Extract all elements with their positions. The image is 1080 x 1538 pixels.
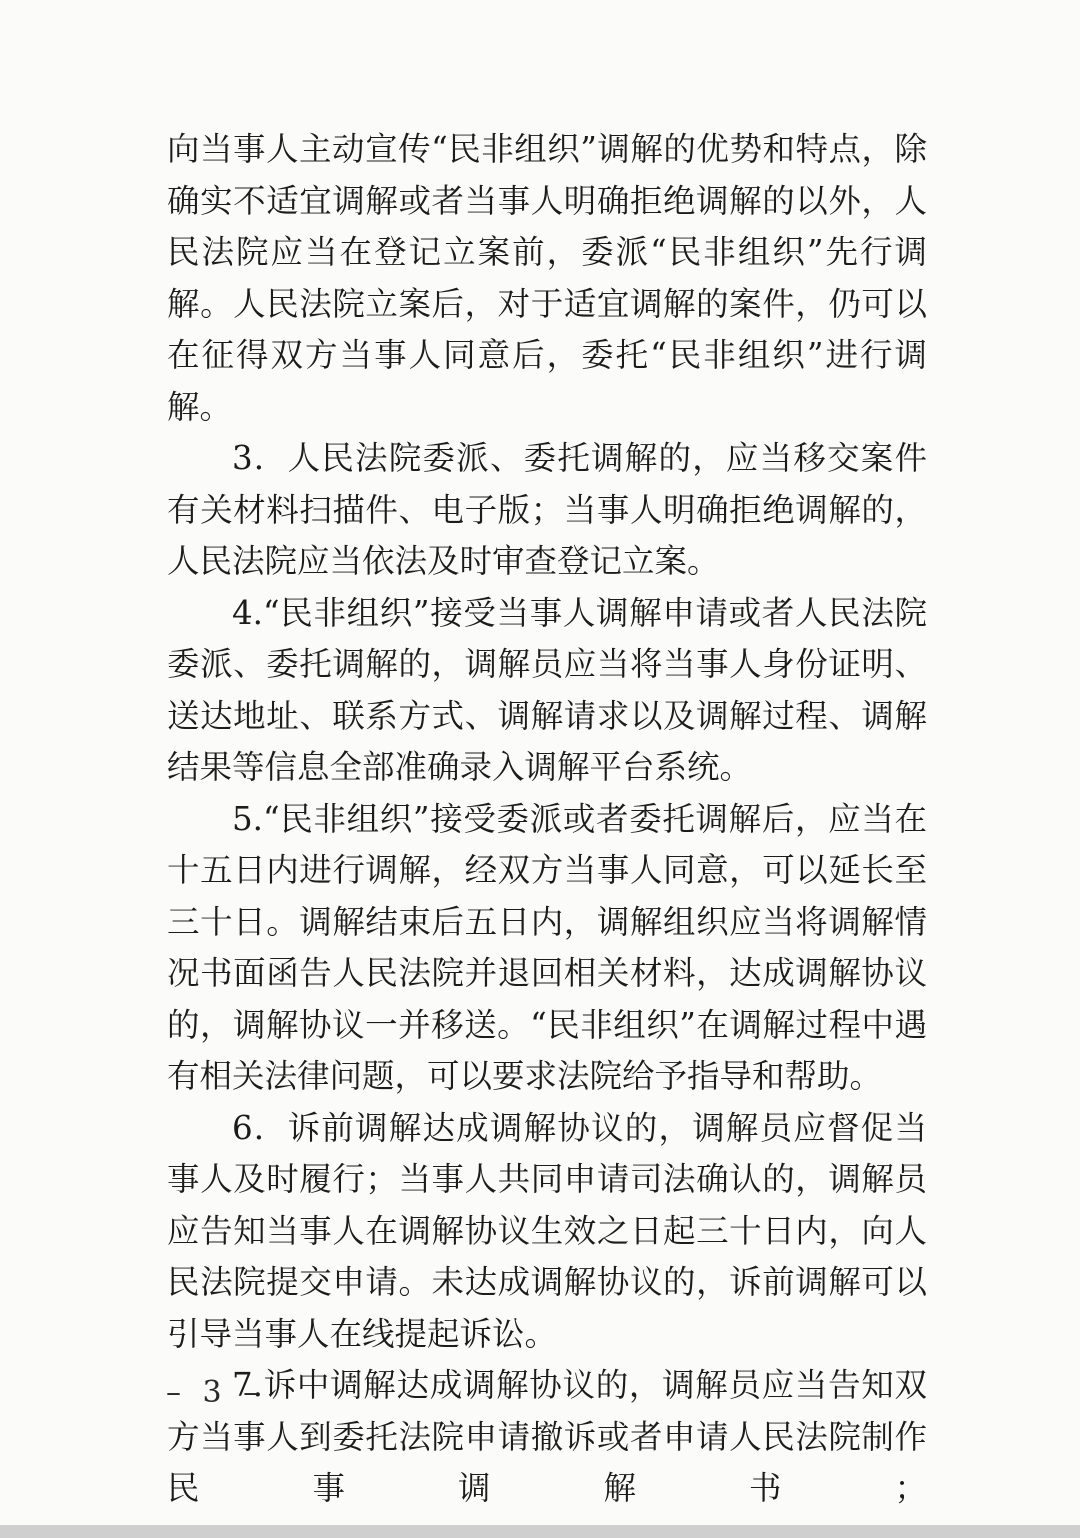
- paragraph-item-6: 6．诉前调解达成调解协议的，调解员应督促当事人及时履行；当事人共同申请司法确认的，调解员应告知当事人在调解协议生效之日起三十日内，向人民法院提交申请。未达成调解协议的，诉前调解可以引导当事人在线提起诉讼。: [167, 1108, 927, 1353]
- paragraph-continuation: 向当事人主动宣传“民非组织”调解的优势和特点，除确实不适宜调解或者当事人明确拒绝调解的以外，人民法院应当在登记立案前，委派“民非组织”先行调解。人民法院立案后，对于适宜调解的案件，仍可以在征得双方当事人同意后，委托“民非组织”进行调解。: [167, 130, 927, 426]
- body-text: [167, 124, 927, 1515]
- page-number: – 3 –: [166, 1375, 265, 1410]
- paragraph-item-7: 7.诉中调解达成调解协议的，调解员应当告知双方当事人到委托法院申请撤诉或者申请人民法院制作民事调解书；: [167, 1366, 927, 1507]
- viewer-bottom-bar: [0, 1525, 1080, 1538]
- paragraph-item-4: 4.“民非组织”接受当事人调解申请或者人民法院委派、委托调解的，调解员应当将当事人身份证明、送达地址、联系方式、调解请求以及调解过程、调解结果等信息全部准确录入调解平台系统。: [167, 593, 927, 786]
- paragraph-item-5: 5.“民非组织”接受委派或者委托调解后，应当在十五日内进行调解，经双方当事人同意，可以延长至三十日。调解结束后五日内，调解组织应当将调解情况书面函告人民法院并退回相关材料，达成调解协议的，调解协议一并移送。“民非组织”在调解过程中遇有相关法律问题，可以要求法院给予指导和帮助。: [167, 799, 927, 1095]
- paragraph-item-3: 3．人民法院委派、委托调解的，应当移交案件有关材料扫描件、电子版；当事人明确拒绝调解的，人民法院应当依法及时审查登记立案。: [167, 439, 927, 580]
